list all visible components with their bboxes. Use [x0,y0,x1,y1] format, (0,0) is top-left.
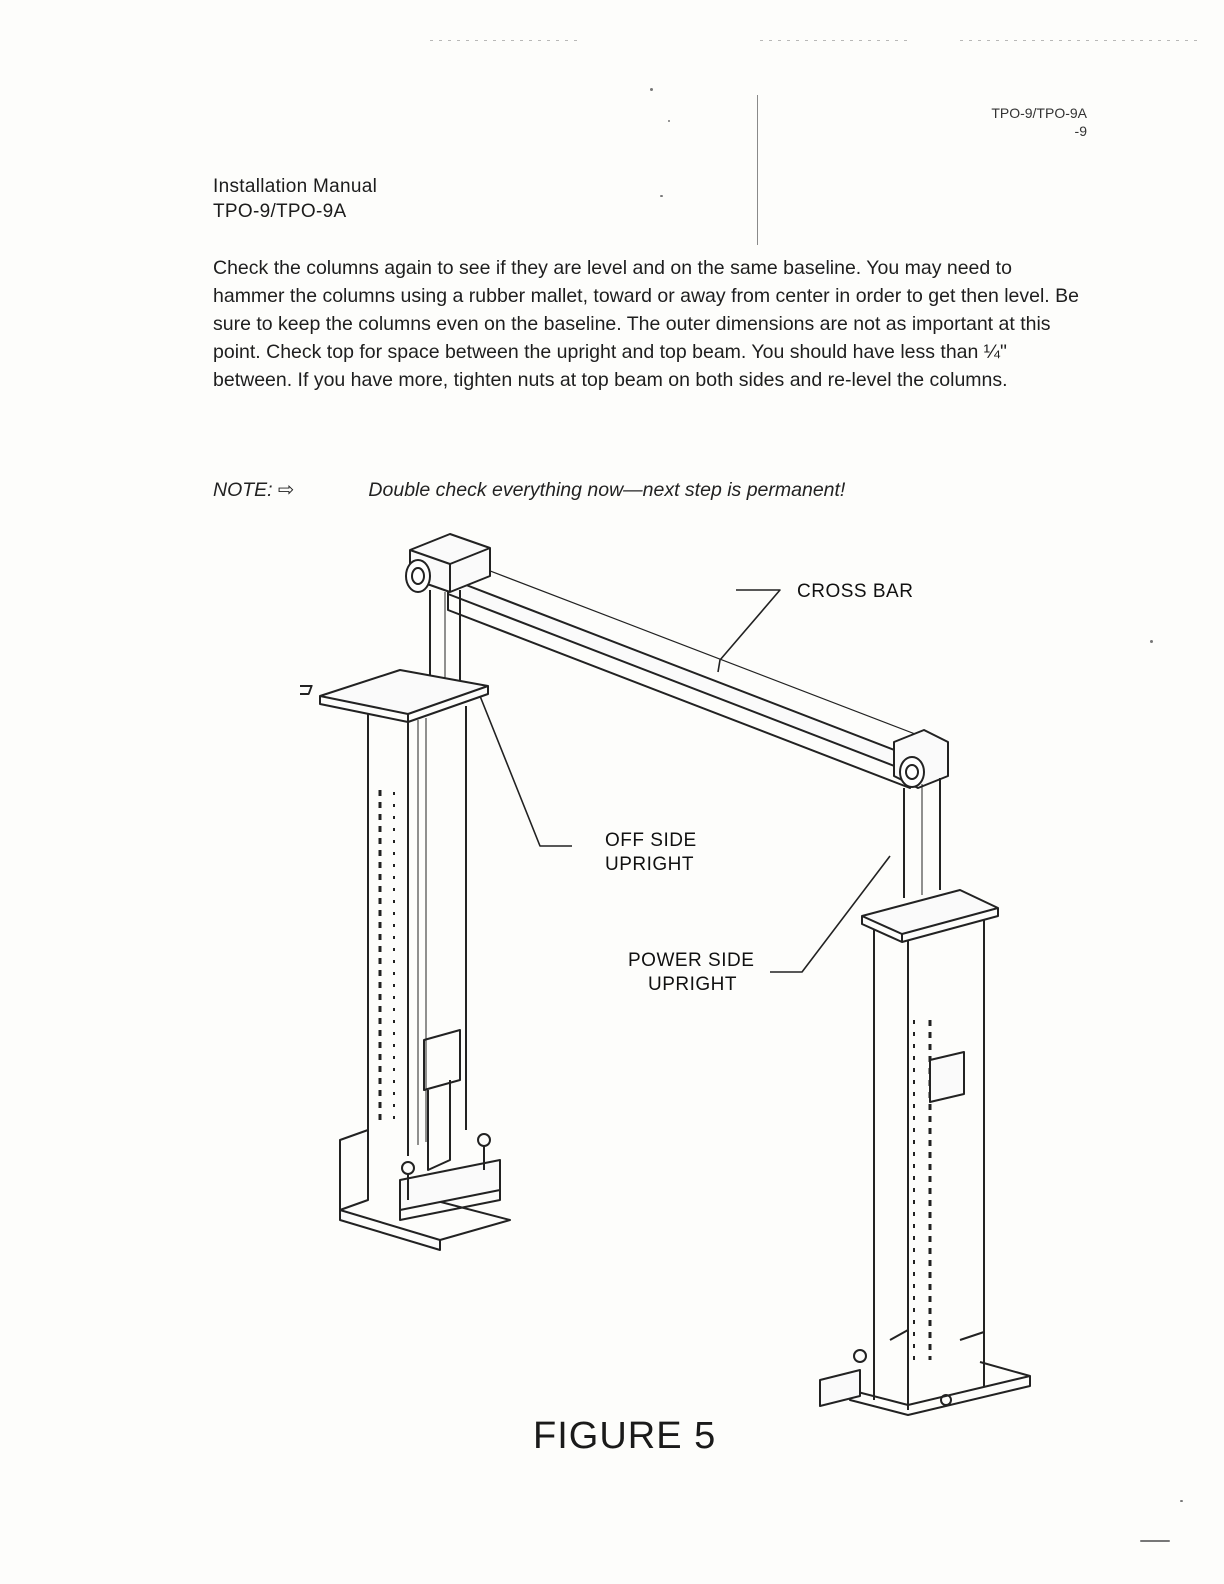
power-side-label-line1: POWER SIDE [628,950,755,971]
page-mark: -9 [1074,123,1087,140]
doc-code: TPO-9/TPO-9A [991,105,1087,121]
scan-artifact [430,40,580,41]
off-side-label-line2: UPRIGHT [605,854,694,875]
manual-title [213,175,377,224]
scan-speck [1150,640,1153,643]
scan-speck [668,120,670,122]
scan-fold-line [757,95,758,245]
instruction-paragraph: Check the columns again to see if they are level and on the same baseline. You may need to hammer the columns using a rubber mallet, toward or away from center in order to get then level. Be sure to keep the columns even on the baseline. The outer dimensions are not as important at this point. Check top for space between the upright and top beam. You should have less than ¼" between. If you have more, tighten nuts at top beam on both sides and re-level the columns. [213,257,1079,391]
power-side-label-line2: UPRIGHT [648,974,737,995]
scan-artifact [760,40,910,41]
manual-title-line2: TPO-9/TPO-9A [213,200,347,222]
scan-speck [660,195,663,197]
lift-diagram [300,520,1060,1480]
note-label: NOTE: ⇨ [213,479,295,501]
figure-caption: FIGURE 5 [533,1415,717,1457]
note-text: Double check everything now—next step is permanent! [368,479,846,501]
note-line [213,478,845,502]
page-header-code [991,104,1087,140]
off-side-upright-drawing [300,534,510,1250]
scan-artifact [960,40,1200,41]
power-side-upright-drawing [820,730,1030,1415]
off-side-label-line1: OFF SIDE [605,830,697,851]
manual-title-line1: Installation Manual [213,176,378,197]
cross-bar-label: CROSS BAR [797,581,914,602]
scan-speck [1140,1540,1170,1542]
callout-leaders [480,590,890,972]
scan-speck [650,88,653,91]
scan-speck [1180,1500,1183,1502]
lift-diagram-svg [300,520,1060,1480]
